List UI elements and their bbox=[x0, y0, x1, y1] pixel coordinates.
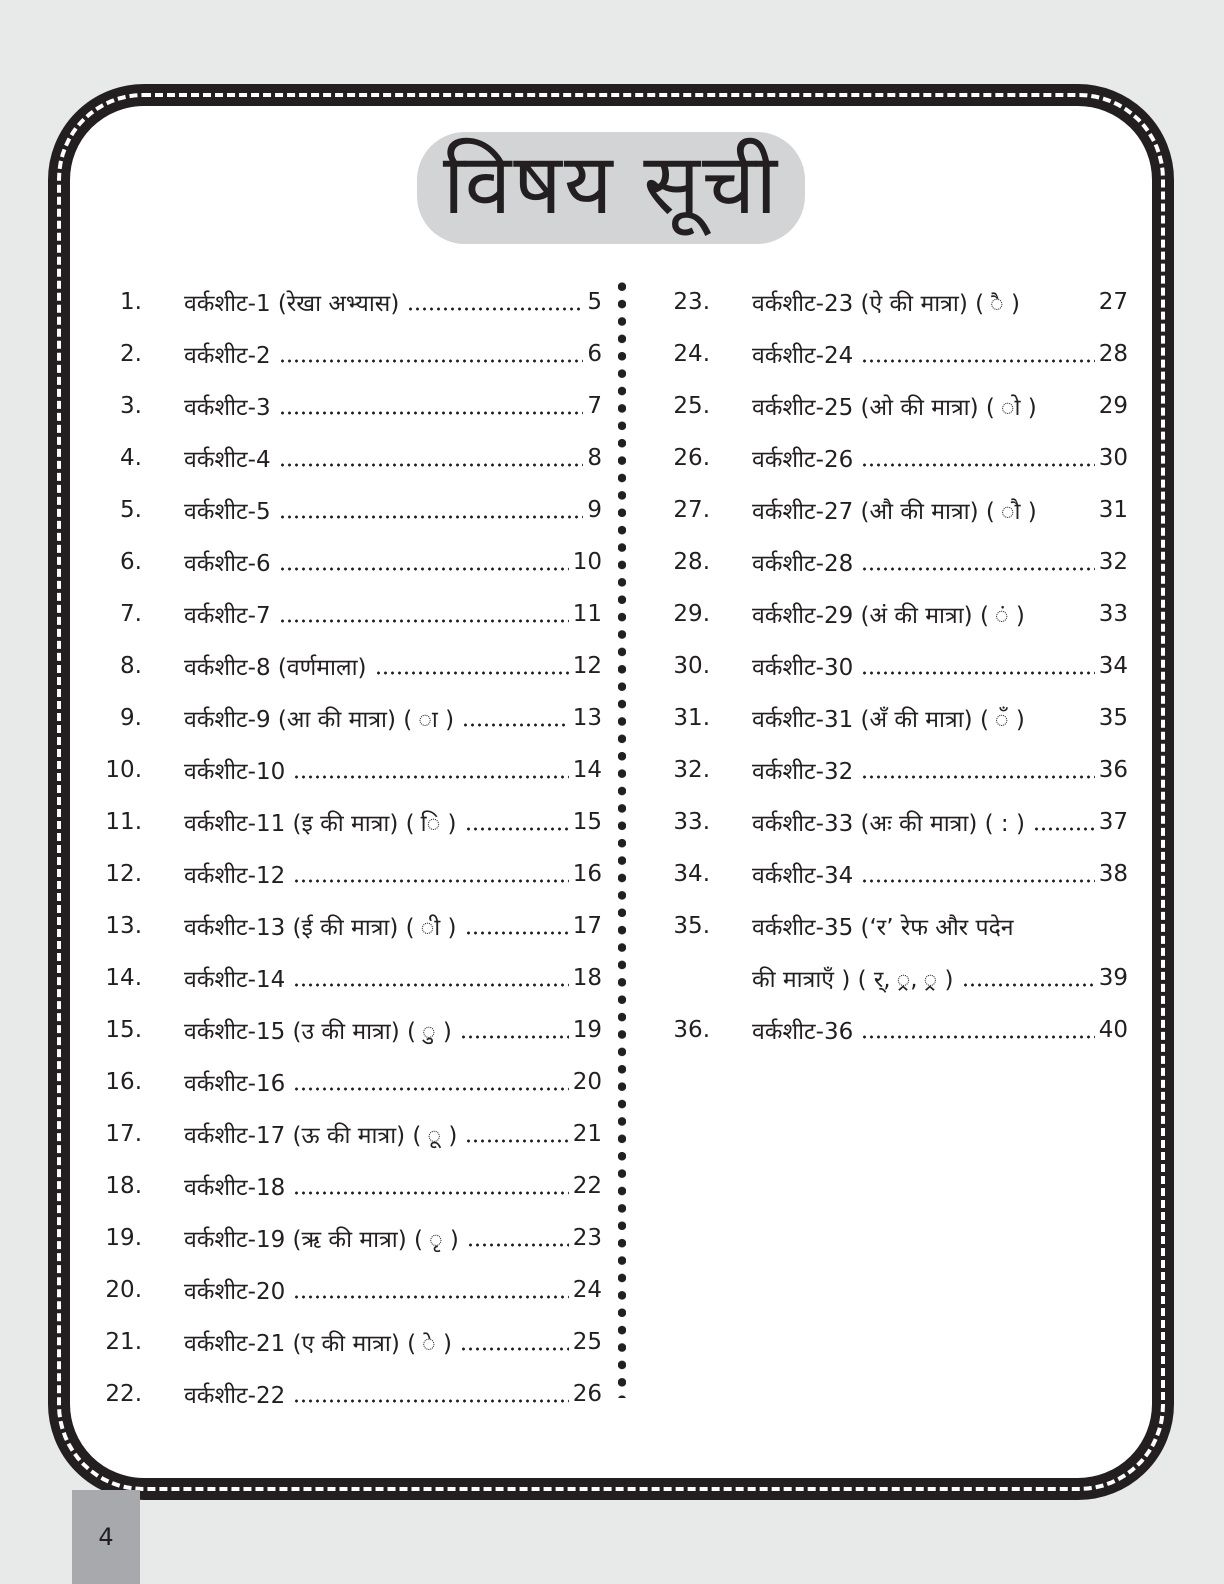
dot-leader bbox=[465, 917, 569, 935]
toc-number: 13. bbox=[105, 913, 142, 939]
toc-number: 12. bbox=[105, 861, 142, 887]
toc-page: 35 bbox=[1098, 705, 1128, 731]
toc-row bbox=[638, 640, 1128, 692]
toc-number: 24. bbox=[673, 341, 710, 367]
toc-title: वर्कशीट-4 bbox=[184, 447, 271, 473]
toc-row bbox=[638, 796, 1128, 848]
toc-number: 22. bbox=[105, 1381, 142, 1407]
toc-number: 21. bbox=[105, 1329, 142, 1355]
toc-row bbox=[70, 640, 602, 692]
toc-row bbox=[638, 484, 1128, 536]
dot-leader bbox=[861, 761, 1095, 779]
toc-number: 5. bbox=[120, 497, 142, 523]
toc-page: 20 bbox=[572, 1069, 602, 1095]
toc-number: 36. bbox=[673, 1017, 710, 1043]
toc-number: 14. bbox=[105, 965, 142, 991]
toc-page: 28 bbox=[1098, 341, 1128, 367]
toc-number: 1. bbox=[120, 289, 142, 315]
dotted-divider bbox=[618, 278, 626, 1398]
dot-leader bbox=[293, 761, 569, 779]
dot-leader bbox=[861, 865, 1095, 883]
dot-leader bbox=[1033, 709, 1095, 727]
dot-leader bbox=[1028, 293, 1095, 311]
toc-row bbox=[70, 1108, 602, 1160]
toc-row bbox=[70, 796, 602, 848]
toc-number: 18. bbox=[105, 1173, 142, 1199]
toc-number: 27. bbox=[673, 497, 710, 523]
toc-number: 32. bbox=[673, 757, 710, 783]
toc-title: वर्कशीट-8 (वर्णमाला) bbox=[184, 655, 367, 681]
toc-page: 33 bbox=[1098, 601, 1128, 627]
toc-row bbox=[638, 588, 1128, 640]
toc-row bbox=[70, 692, 602, 744]
dot-leader bbox=[407, 293, 583, 311]
dot-leader bbox=[465, 813, 569, 831]
dot-leader bbox=[293, 865, 569, 883]
toc-title: वर्कशीट-9 (आ की मात्रा) ( ा ) bbox=[184, 707, 455, 733]
toc-page: 27 bbox=[1098, 289, 1128, 315]
dot-leader bbox=[962, 969, 1095, 987]
toc-page: 40 bbox=[1098, 1017, 1128, 1043]
dot-leader bbox=[861, 657, 1095, 675]
toc-page: 38 bbox=[1098, 861, 1128, 887]
toc-number: 3. bbox=[120, 393, 142, 419]
toc-row bbox=[638, 848, 1128, 900]
dot-leader bbox=[1045, 501, 1095, 519]
toc-title: वर्कशीट-25 (ओ की मात्रा) ( ो ) bbox=[752, 395, 1037, 421]
toc-title: वर्कशीट-5 bbox=[184, 499, 271, 525]
page-frame bbox=[48, 84, 1174, 1500]
dot-leader bbox=[375, 657, 569, 675]
dot-leader bbox=[279, 501, 584, 519]
toc-number: 25. bbox=[673, 393, 710, 419]
dot-leader bbox=[293, 1073, 569, 1091]
toc-row bbox=[638, 900, 1128, 952]
toc-page: 37 bbox=[1098, 809, 1128, 835]
dot-leader bbox=[279, 449, 584, 467]
toc-row bbox=[70, 1368, 602, 1420]
dot-leader bbox=[467, 1229, 569, 1247]
toc-page: 8 bbox=[587, 445, 602, 471]
toc-page: 19 bbox=[572, 1017, 602, 1043]
toc-number: 34. bbox=[673, 861, 710, 887]
dot-leader bbox=[1022, 917, 1124, 935]
dot-leader bbox=[293, 1281, 569, 1299]
toc-page: 14 bbox=[572, 757, 602, 783]
toc-page: 23 bbox=[572, 1225, 602, 1251]
toc-title: वर्कशीट-1 (रेखा अभ्यास) bbox=[184, 291, 400, 317]
dot-leader bbox=[861, 1021, 1095, 1039]
toc-title: वर्कशीट-33 (अः की मात्रा) ( : ) bbox=[752, 811, 1025, 837]
toc-title: वर्कशीट-36 bbox=[752, 1019, 854, 1045]
dot-leader bbox=[279, 397, 584, 415]
toc-number: 26. bbox=[673, 445, 710, 471]
toc-number: 10. bbox=[105, 757, 142, 783]
dot-leader bbox=[465, 1125, 568, 1143]
toc-row bbox=[70, 276, 602, 328]
dot-leader bbox=[460, 1333, 569, 1351]
toc-row bbox=[638, 1004, 1128, 1056]
toc-title: वर्कशीट-34 bbox=[752, 863, 854, 889]
toc-row bbox=[70, 536, 602, 588]
toc-page: 39 bbox=[1098, 965, 1128, 991]
page-number: 4 bbox=[98, 1523, 114, 1551]
page-number-tab bbox=[72, 1490, 140, 1584]
dot-leader bbox=[861, 553, 1095, 571]
toc-page: 21 bbox=[572, 1121, 602, 1147]
toc-page: 24 bbox=[572, 1277, 602, 1303]
toc-row bbox=[638, 380, 1128, 432]
toc-row bbox=[70, 744, 602, 796]
toc-page: 32 bbox=[1098, 549, 1128, 575]
toc-number: 9. bbox=[120, 705, 142, 731]
toc-title: वर्कशीट-18 bbox=[184, 1175, 286, 1201]
toc-title: वर्कशीट-16 bbox=[184, 1071, 286, 1097]
toc-row bbox=[70, 1004, 602, 1056]
toc-row bbox=[70, 432, 602, 484]
toc-page: 12 bbox=[572, 653, 602, 679]
toc-number: 15. bbox=[105, 1017, 142, 1043]
toc-number: 23. bbox=[673, 289, 710, 315]
toc-page: 15 bbox=[572, 809, 602, 835]
page-title: विषय सूची bbox=[417, 132, 805, 244]
dot-leader bbox=[1033, 605, 1095, 623]
dot-leader bbox=[462, 709, 569, 727]
dot-leader bbox=[293, 1177, 569, 1195]
toc-row bbox=[638, 952, 1128, 1004]
toc-title: वर्कशीट-27 (औ की मात्रा) ( ौ ) bbox=[752, 499, 1037, 525]
toc-page: 7 bbox=[587, 393, 602, 419]
toc-title: वर्कशीट-29 (अं की मात्रा) ( ं ) bbox=[752, 603, 1025, 629]
toc-number: 20. bbox=[105, 1277, 142, 1303]
toc-row bbox=[638, 692, 1128, 744]
toc-row bbox=[70, 328, 602, 380]
toc-number: 11. bbox=[105, 809, 142, 835]
dot-leader bbox=[279, 605, 569, 623]
toc-title: वर्कशीट-26 bbox=[752, 447, 854, 473]
toc-title: वर्कशीट-10 bbox=[184, 759, 286, 785]
dot-leader bbox=[861, 449, 1095, 467]
toc-page: 26 bbox=[572, 1381, 602, 1407]
toc-row bbox=[70, 1160, 602, 1212]
toc-number: 7. bbox=[120, 601, 142, 627]
toc-title: वर्कशीट-22 bbox=[184, 1383, 286, 1409]
toc-row bbox=[70, 588, 602, 640]
toc-title: वर्कशीट-17 (ऊ की मात्रा) ( ू ) bbox=[184, 1123, 458, 1149]
toc-title: वर्कशीट-13 (ई की मात्रा) ( ी ) bbox=[184, 915, 457, 941]
toc-title: वर्कशीट-11 (इ की मात्रा) ( ि ) bbox=[184, 811, 457, 837]
toc-number: 28. bbox=[673, 549, 710, 575]
toc-page: 34 bbox=[1098, 653, 1128, 679]
toc-number: 33. bbox=[673, 809, 710, 835]
toc-number: 19. bbox=[105, 1225, 142, 1251]
toc-title: वर्कशीट-15 (उ की मात्रा) ( ु ) bbox=[184, 1019, 452, 1045]
toc-page: 13 bbox=[572, 705, 602, 731]
toc-row bbox=[70, 900, 602, 952]
toc-page: 22 bbox=[572, 1173, 602, 1199]
toc-number: 16. bbox=[105, 1069, 142, 1095]
toc-page: 25 bbox=[572, 1329, 602, 1355]
toc-title: वर्कशीट-2 bbox=[184, 343, 271, 369]
toc-title: वर्कशीट-12 bbox=[184, 863, 286, 889]
toc-title: वर्कशीट-20 bbox=[184, 1279, 286, 1305]
dot-leader bbox=[460, 1021, 569, 1039]
toc-number: 29. bbox=[673, 601, 710, 627]
toc-page: 36 bbox=[1098, 757, 1128, 783]
toc-title: वर्कशीट-7 bbox=[184, 603, 271, 629]
toc-page: 16 bbox=[572, 861, 602, 887]
toc-row bbox=[70, 1056, 602, 1108]
dot-leader bbox=[1033, 813, 1095, 831]
toc-title: वर्कशीट-30 bbox=[752, 655, 854, 681]
toc-title: वर्कशीट-3 bbox=[184, 395, 271, 421]
toc-title: वर्कशीट-19 (ऋ की मात्रा) ( ृ ) bbox=[184, 1227, 459, 1253]
toc-title: वर्कशीट-35 (‘र’ रेफ और पदेन bbox=[752, 915, 1014, 941]
dot-leader bbox=[293, 1385, 569, 1403]
toc-title: वर्कशीट-21 (ए की मात्रा) ( े ) bbox=[184, 1331, 453, 1357]
toc-page: 18 bbox=[572, 965, 602, 991]
dot-leader bbox=[293, 969, 569, 987]
dot-leader bbox=[1045, 397, 1095, 415]
toc-row bbox=[70, 1316, 602, 1368]
title-area bbox=[70, 132, 1152, 244]
toc-row bbox=[638, 744, 1128, 796]
toc-title: वर्कशीट-31 (अँ की मात्रा) ( ँ ) bbox=[752, 707, 1025, 733]
dot-leader bbox=[279, 345, 584, 363]
toc-row bbox=[638, 536, 1128, 588]
toc-row bbox=[638, 328, 1128, 380]
toc-number: 4. bbox=[120, 445, 142, 471]
toc-row bbox=[70, 380, 602, 432]
toc-number: 30. bbox=[673, 653, 710, 679]
toc-title: वर्कशीट-6 bbox=[184, 551, 271, 577]
toc-number: 35. bbox=[673, 913, 710, 939]
toc-title: वर्कशीट-32 bbox=[752, 759, 854, 785]
toc-page: 6 bbox=[587, 341, 602, 367]
toc-number: 6. bbox=[120, 549, 142, 575]
toc-number: 2. bbox=[120, 341, 142, 367]
toc-row bbox=[70, 1212, 602, 1264]
toc-number: 8. bbox=[120, 653, 142, 679]
toc-row bbox=[70, 1264, 602, 1316]
toc-page: 17 bbox=[572, 913, 602, 939]
toc-title: की मात्राएँ ) ( र्, ्र, ्र ) bbox=[752, 967, 954, 993]
toc-page: 5 bbox=[587, 289, 602, 315]
toc-number: 31. bbox=[673, 705, 710, 731]
toc-page: 11 bbox=[572, 601, 602, 627]
toc-page: 29 bbox=[1098, 393, 1128, 419]
dot-leader bbox=[861, 345, 1095, 363]
toc-number: 17. bbox=[105, 1121, 142, 1147]
toc-row bbox=[70, 484, 602, 536]
toc-page: 10 bbox=[572, 549, 602, 575]
toc-title: वर्कशीट-28 bbox=[752, 551, 854, 577]
toc-title: वर्कशीट-14 bbox=[184, 967, 286, 993]
dot-leader bbox=[279, 553, 569, 571]
toc-row bbox=[638, 432, 1128, 484]
toc-page: 9 bbox=[587, 497, 602, 523]
toc-page: 30 bbox=[1098, 445, 1128, 471]
toc-page: 31 bbox=[1098, 497, 1128, 523]
toc-title: वर्कशीट-24 bbox=[752, 343, 854, 369]
toc-row bbox=[70, 848, 602, 900]
toc-row bbox=[70, 952, 602, 1004]
toc-title: वर्कशीट-23 (ऐ की मात्रा) ( ै ) bbox=[752, 291, 1021, 317]
toc-row bbox=[638, 276, 1128, 328]
